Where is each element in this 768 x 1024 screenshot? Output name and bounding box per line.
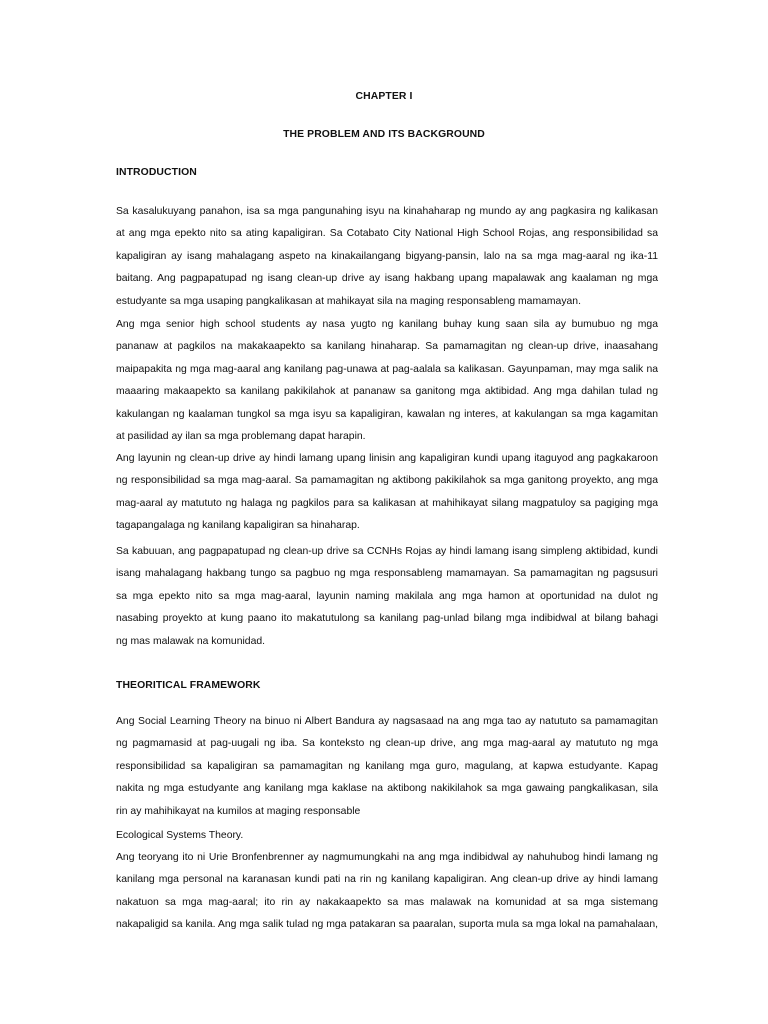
text-line: Ang Social Learning Theory na binuo ni Albert Bandura ay nagsasaad na ang mga tao ay natututo sa pamamagitan	[116, 716, 658, 727]
framework-paragraph	[116, 711, 658, 823]
text-line: responsibilidad sa kapaligiran sa pamamagitan ng kanilang mga guro, magulang, at kapwa estudyante. Kapag	[116, 760, 658, 772]
ecological-theory-heading: Ecological Systems Theory.	[116, 830, 244, 841]
text-line: estudyante sa mga usaping pangkalikasan at mahikayat sila na maging responsableng mamamayan.	[116, 295, 581, 307]
text-line: mag-aaral ay matututo ng halaga ng pagkilos para sa kalikasan at mahihikayat silang magpatuloy sa pagiging mga	[116, 497, 658, 509]
chapter-label: CHAPTER I	[355, 91, 413, 102]
ecological-theory-paragraph	[116, 847, 658, 937]
introduction-heading: INTRODUCTION	[116, 167, 197, 178]
text-line: nasabing proyekto at kung paano ito makatutulong sa kanilang pag-unlad bilang mga indibidwal at bilang bahagi	[116, 613, 658, 625]
text-line: ng pagmamasid at pag-uugali ng iba. Sa konteksto ng clean-up drive, ang mga mag-aaral ay matututo ng mga	[116, 738, 658, 750]
introduction-paragraph-1	[116, 201, 658, 313]
text-line: nakapaligid sa kanila. Ang mga salik tulad ng mga patakaran sa paaralan, suporta mula sa mga lokal na pamahalaan,	[116, 919, 658, 931]
text-line: isang mahalagang hakbang tungo sa pagbuo ng mga responsableng mamamayan. Sa pamamagitan ng pagsusuri	[116, 568, 658, 580]
text-line: Ang layunin ng clean-up drive ay hindi lamang upang linisin ang kapaligiran kundi upang itaguyod ang pagkakaroon	[116, 453, 658, 464]
text-line: nakatuon sa mga mag-aaral; ito rin ay nakakaapekto sa mas malawak na komunidad at sa mga sistemang	[116, 896, 658, 908]
text-line: pananaw at pagkilos na makakaapekto sa kanilang hinaharap. Sa pamamagitan ng clean-up drive, inaasahang	[116, 341, 658, 353]
text-line: ng mas malawak na komunidad.	[116, 635, 266, 647]
introduction-paragraph-3	[116, 448, 658, 538]
text-line: Sa kabuuan, ang pagpapatupad ng clean-up drive sa CCNHs Rojas ay hindi lamang isang simpleng aktibidad, kundi	[116, 546, 658, 557]
text-line: rin ay mahihikayat na kumilos at maging responsable	[116, 805, 361, 817]
text-line: baitang. Ang pagpapatupad ng isang clean-up drive ay isang hakbang upang mapalawak ang kaalaman ng mga	[116, 273, 658, 285]
introduction-paragraph-4	[116, 541, 658, 653]
text-line: kanilang mga personal na karanasan kundi pati na rin ng kanilang kapaligiran. Ang clean-up drive ay hindi lamang	[116, 874, 658, 886]
text-line: maipapakita ng mga mag-aaral ang kanilang pag-unawa at pag-aalala sa kalikasan. Gayunpaman, may mga salik na	[116, 363, 658, 375]
text-line: kapaligiran ay isang mahalagang aspeto na kinakailangang bigyang-pansin, lalo na sa mga mag-aaral ng ika-11	[116, 250, 658, 262]
framework-heading: THEORITICAL FRAMEWORK	[116, 680, 261, 691]
text-line: kakulangan ng kaalaman tungkol sa mga isyu sa kapaligiran, kawalan ng interes, at kakulangan sa mga kagamitan	[116, 408, 658, 420]
text-line: Sa kasalukuyang panahon, isa sa mga pangunahing isyu na kinahaharap ng mundo ay ang pagkasira ng kalikasan	[116, 206, 658, 217]
text-line: at pasilidad ay ilan sa mga problemang dapat harapin.	[116, 431, 366, 443]
text-line: Ang mga senior high school students ay nasa yugto ng kanilang buhay kung saan sila ay bumubuo ng mga	[116, 319, 658, 330]
introduction-paragraph-2	[116, 314, 658, 448]
text-line: Ang teoryang ito ni Urie Bronfenbrenner ay nagmumungkahi na ang mga indibidwal ay nahuhubog hindi lamang ng	[116, 852, 658, 863]
text-line: maaaring makaapekto sa kanilang pakikilahok at pananaw sa ganitong mga aktibidad. Ang mga dahilan tulad ng	[116, 386, 658, 398]
text-line: at ang mga epekto nito sa ating kapaligiran. Sa Cotabato City National High School Rojas, ang responsibilidad sa	[116, 228, 658, 240]
text-line: sa mga epekto nito sa mga mag-aaral, layunin naming makilala ang mga hamon at oportunidad na dulot ng	[116, 590, 658, 602]
text-line: tagapangalaga ng kanilang kapaligiran sa hinaharap.	[116, 520, 360, 532]
document-title: THE PROBLEM AND ITS BACKGROUND	[283, 129, 485, 140]
text-line: ng responsibilidad sa mga mag-aaral. Sa pamamagitan ng aktibong pakikilahok sa mga ganitong proyekto, ang mga	[116, 475, 658, 487]
text-line: nakita ng mga estudyante ang kanilang mga kaklase na aktibong nakikilahok sa mga gawaing pangkalikasan, sila	[116, 783, 658, 795]
